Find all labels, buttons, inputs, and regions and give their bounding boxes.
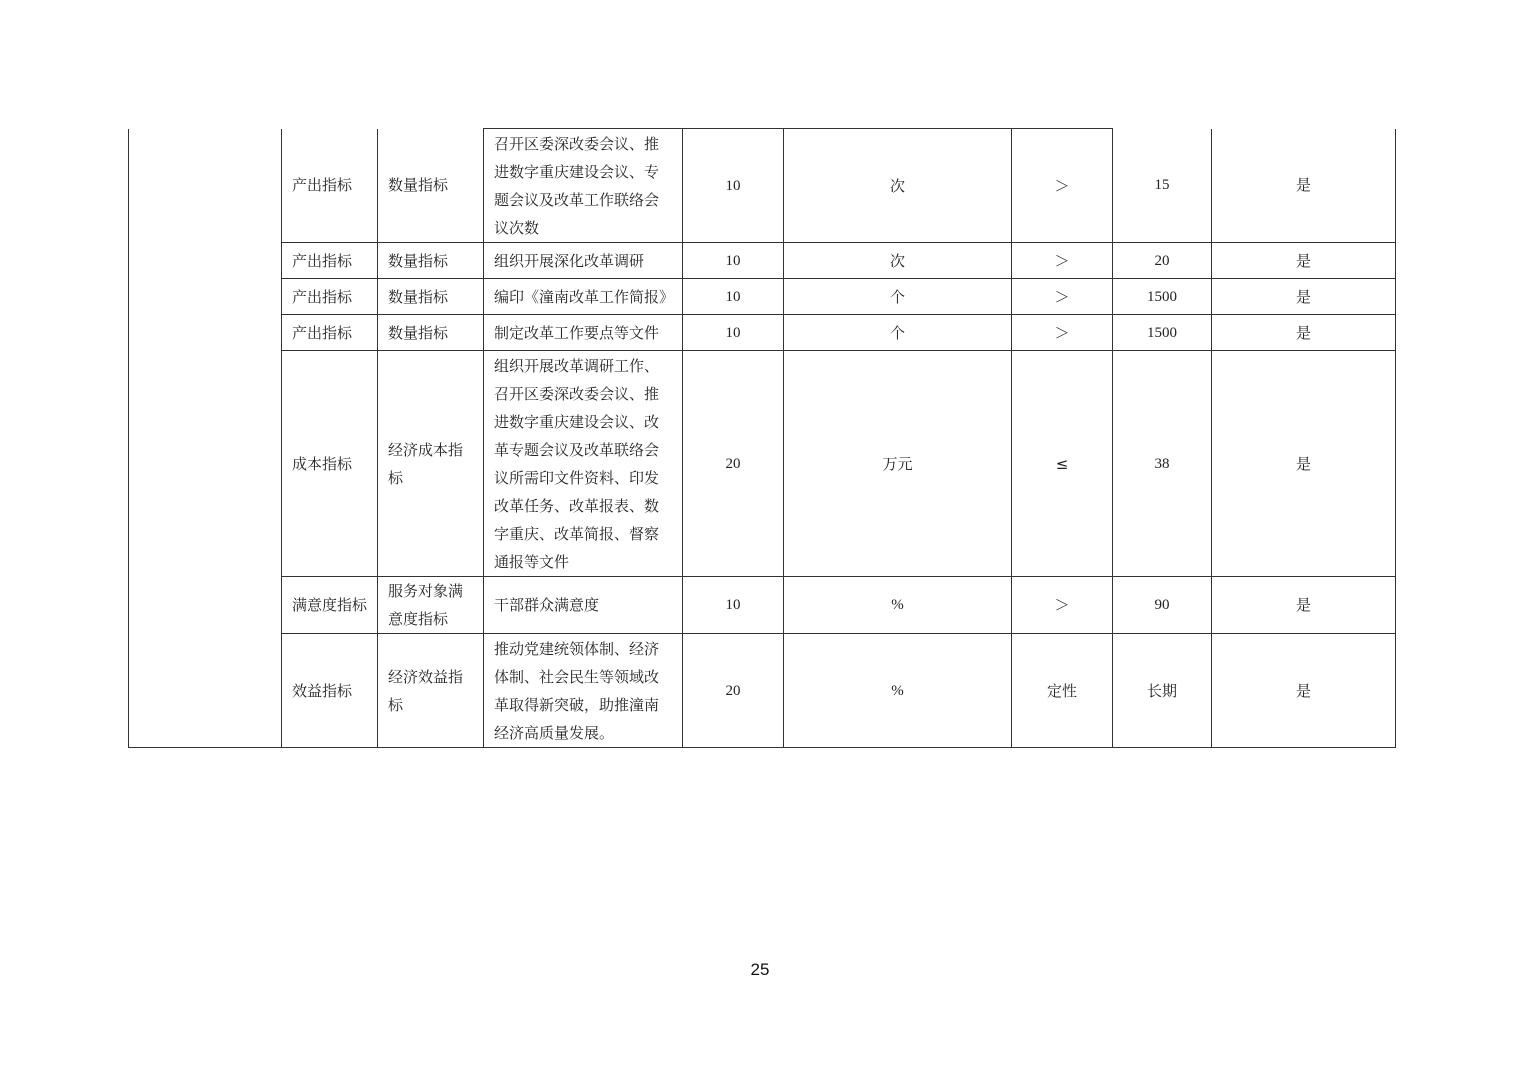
table-row [129,279,1396,315]
project-name-cell [129,129,282,748]
level2-indicator-cell: 数量指标 [378,243,484,279]
level2-indicator-cell: 数量指标 [378,315,484,351]
table-row [129,577,1396,634]
level3-indicator-cell: 组织开展改革调研工作、召开区委深改委会议、推进数字重庆建设会议、改革专题会议及改革联络会议所需印文件资料、印发改革任务、改革报表、数字重庆、改革简报、督察通报等文件 [484,351,683,577]
level3-indicator-cell: 编印《潼南改革工作简报》 [484,279,683,315]
target-value-cell: 90 [1113,577,1212,634]
unit-cell: 个 [784,279,1012,315]
core-indicator-flag-cell: 是 [1212,243,1396,279]
target-value-cell: 15 [1113,129,1212,243]
level1-indicator-cell: 满意度指标 [282,577,378,634]
operator-cell: ＞ [1012,315,1113,351]
level3-indicator-cell: 干部群众满意度 [484,577,683,634]
level3-indicator-cell: 推动党建统领体制、经济体制、社会民生等领域改革取得新突破，助推潼南经济高质量发展。 [484,634,683,748]
level2-indicator-cell: 数量指标 [378,279,484,315]
target-value-cell: 1500 [1113,315,1212,351]
performance-indicator-table [128,128,1396,748]
target-value-cell: 38 [1113,351,1212,577]
level2-indicator-cell: 经济成本指标 [378,351,484,577]
weight-cell: 20 [683,351,784,577]
weight-cell: 10 [683,279,784,315]
operator-cell: ＞ [1012,243,1113,279]
level3-indicator-cell: 制定改革工作要点等文件 [484,315,683,351]
weight-cell: 10 [683,129,784,243]
page-number: 25 [750,960,770,979]
core-indicator-flag-cell: 是 [1212,577,1396,634]
core-indicator-flag-cell: 是 [1212,634,1396,748]
weight-cell: 10 [683,243,784,279]
weight-cell: 10 [683,577,784,634]
table-row [129,634,1396,748]
unit-cell: 次 [784,243,1012,279]
level3-indicator-cell: 召开区委深改委会议、推进数字重庆建设会议、专题会议及改革工作联络会议次数 [484,129,683,243]
level2-indicator-cell: 服务对象满意度指标 [378,577,484,634]
level1-indicator-cell: 产出指标 [282,315,378,351]
operator-cell: ＞ [1012,279,1113,315]
core-indicator-flag-cell: 是 [1212,315,1396,351]
level3-indicator-cell: 组织开展深化改革调研 [484,243,683,279]
level1-indicator-cell: 产出指标 [282,129,378,243]
table-row [129,315,1396,351]
operator-cell: ＞ [1012,577,1113,634]
operator-cell: ＞ [1012,129,1113,243]
unit-cell: 次 [784,129,1012,243]
level1-indicator-cell: 产出指标 [282,243,378,279]
table-row [129,351,1396,577]
level1-indicator-cell: 成本指标 [282,351,378,577]
operator-cell: ≤ [1012,351,1113,577]
table-row [129,243,1396,279]
weight-cell: 10 [683,315,784,351]
unit-cell: 个 [784,315,1012,351]
unit-cell: % [784,634,1012,748]
target-value-cell: 20 [1113,243,1212,279]
unit-cell: 万元 [784,351,1012,577]
operator-cell: 定性 [1012,634,1113,748]
table-row [129,129,1396,243]
level2-indicator-cell: 数量指标 [378,129,484,243]
unit-cell: % [784,577,1012,634]
level1-indicator-cell: 效益指标 [282,634,378,748]
core-indicator-flag-cell: 是 [1212,351,1396,577]
level2-indicator-cell: 经济效益指标 [378,634,484,748]
level1-indicator-cell: 产出指标 [282,279,378,315]
weight-cell: 20 [683,634,784,748]
core-indicator-flag-cell: 是 [1212,129,1396,243]
core-indicator-flag-cell: 是 [1212,279,1396,315]
target-value-cell: 长期 [1113,634,1212,748]
target-value-cell: 1500 [1113,279,1212,315]
